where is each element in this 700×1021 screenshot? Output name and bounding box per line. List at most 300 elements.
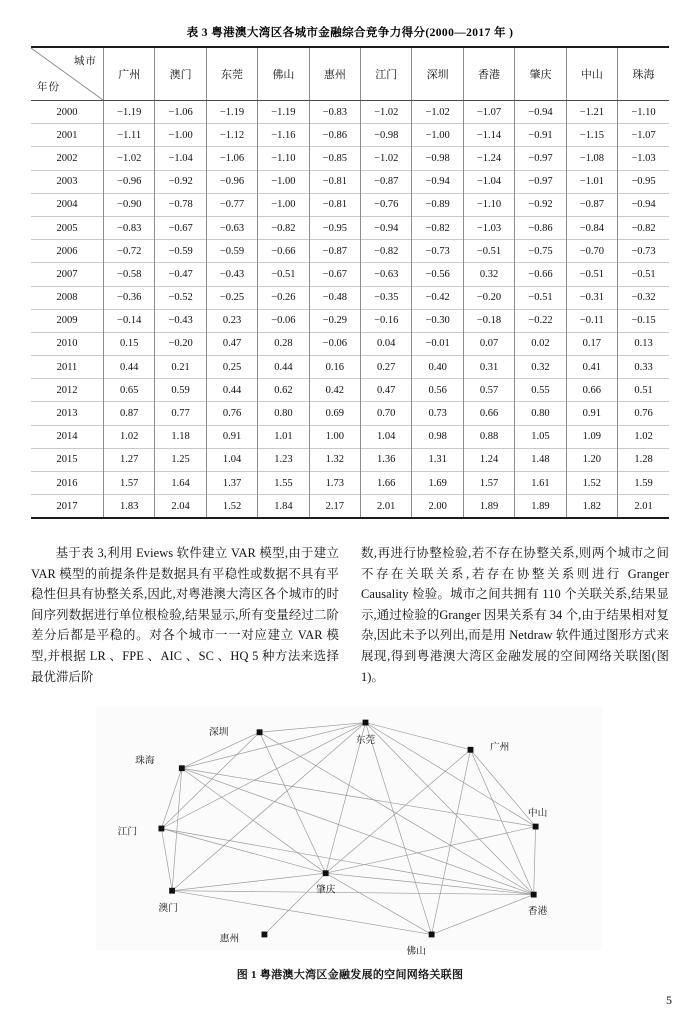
cell-score: 1.01 <box>258 425 309 448</box>
network-edge <box>366 723 536 827</box>
cell-score: 0.62 <box>258 379 309 402</box>
cell-score: 0.44 <box>206 379 257 402</box>
cell-score: −1.21 <box>566 101 617 124</box>
cell-score: −0.73 <box>618 240 669 263</box>
network-node-dongguan[interactable] <box>356 720 376 746</box>
network-node-hongkong[interactable] <box>528 892 548 917</box>
cell-score: 2.00 <box>412 495 463 519</box>
cell-score: −0.67 <box>155 216 206 239</box>
table-row <box>31 193 669 216</box>
cell-score: 1.20 <box>566 448 617 471</box>
cell-score: 1.57 <box>463 472 514 495</box>
cell-year: 2004 <box>31 193 104 216</box>
body-column-right <box>361 543 669 687</box>
cell-score: 1.04 <box>206 448 257 471</box>
cell-year: 2007 <box>31 263 104 286</box>
cell-score: 1.32 <box>309 448 360 471</box>
node-marker-icon <box>531 892 537 898</box>
cell-score: −1.19 <box>104 101 155 124</box>
cell-score: −0.72 <box>104 240 155 263</box>
node-label: 东莞 <box>355 734 376 746</box>
network-edge <box>172 768 182 890</box>
cell-score: 1.89 <box>463 495 514 519</box>
network-edge <box>161 829 325 874</box>
cell-score: −0.35 <box>361 286 412 309</box>
cell-score: −0.78 <box>155 193 206 216</box>
cell-score: −1.03 <box>618 147 669 170</box>
cell-score: 1.00 <box>309 425 360 448</box>
node-marker-icon <box>158 826 164 832</box>
cell-score: −0.43 <box>206 263 257 286</box>
cell-score: 0.47 <box>361 379 412 402</box>
cell-score: 1.57 <box>104 472 155 495</box>
cell-score: −1.04 <box>155 147 206 170</box>
column-header-jiangmen: 江门 <box>361 47 412 101</box>
cell-score: −1.07 <box>618 124 669 147</box>
cell-score: −0.92 <box>515 193 566 216</box>
table-row <box>31 170 669 193</box>
table-row <box>31 332 669 355</box>
body-text <box>31 543 669 687</box>
cell-score: 0.91 <box>206 425 257 448</box>
table-corner-header <box>31 47 104 101</box>
cell-score: −0.22 <box>515 309 566 332</box>
cell-score: −0.59 <box>206 240 257 263</box>
table-body <box>31 101 669 519</box>
node-marker-icon <box>262 932 268 938</box>
cell-score: −0.87 <box>361 170 412 193</box>
cell-year: 2005 <box>31 216 104 239</box>
cell-score: 0.91 <box>566 402 617 425</box>
cell-score: 0.66 <box>463 402 514 425</box>
cell-score: 1.31 <box>412 448 463 471</box>
cell-score: −1.07 <box>463 101 514 124</box>
cell-score: −0.76 <box>361 193 412 216</box>
cell-score: 0.13 <box>618 332 669 355</box>
cell-year: 2014 <box>31 425 104 448</box>
cell-score: 1.18 <box>155 425 206 448</box>
network-edge <box>182 768 326 873</box>
cell-score: −1.10 <box>258 147 309 170</box>
cell-score: 1.28 <box>618 448 669 471</box>
cell-score: 0.80 <box>515 402 566 425</box>
network-node-zhuhai[interactable] <box>135 753 185 771</box>
cell-score: −0.91 <box>515 124 566 147</box>
network-edge <box>471 750 534 895</box>
cell-score: 1.83 <box>104 495 155 519</box>
cell-year: 2002 <box>31 147 104 170</box>
cell-score: −0.58 <box>104 263 155 286</box>
cell-score: 0.44 <box>104 356 155 379</box>
cell-score: 0.28 <box>258 332 309 355</box>
cell-score: −0.18 <box>463 309 514 332</box>
cell-score: 0.07 <box>463 332 514 355</box>
cell-score: −0.77 <box>206 193 257 216</box>
cell-score: 0.17 <box>566 332 617 355</box>
cell-score: −0.06 <box>309 332 360 355</box>
corner-row-label: 年份 <box>37 82 60 93</box>
cell-score: 0.42 <box>309 379 360 402</box>
cell-score: −0.56 <box>412 263 463 286</box>
cell-score: −0.96 <box>104 170 155 193</box>
cell-score: −1.11 <box>104 124 155 147</box>
cell-score: 0.55 <box>515 379 566 402</box>
table-row <box>31 472 669 495</box>
cell-score: −0.52 <box>155 286 206 309</box>
network-node-shenzhen[interactable] <box>209 725 262 738</box>
cell-score: 1.23 <box>258 448 309 471</box>
cell-score: −0.82 <box>361 240 412 263</box>
cell-score: −0.66 <box>258 240 309 263</box>
network-edge <box>471 750 536 827</box>
node-label: 珠海 <box>135 755 155 767</box>
network-edge <box>534 827 536 895</box>
cell-score: 0.41 <box>566 356 617 379</box>
cell-score: −0.16 <box>361 309 412 332</box>
cell-score: 0.02 <box>515 332 566 355</box>
cell-score: 1.25 <box>155 448 206 471</box>
cell-score: −0.20 <box>463 286 514 309</box>
cell-year: 2012 <box>31 379 104 402</box>
cell-score: 1.66 <box>361 472 412 495</box>
cell-score: −1.06 <box>155 101 206 124</box>
cell-score: −1.14 <box>463 124 514 147</box>
node-label: 澳门 <box>158 903 178 915</box>
cell-score: −1.10 <box>618 101 669 124</box>
table-row <box>31 402 669 425</box>
cell-score: −0.83 <box>104 216 155 239</box>
cell-score: 1.02 <box>104 425 155 448</box>
cell-score: −0.15 <box>618 309 669 332</box>
cell-score: −0.84 <box>566 216 617 239</box>
cell-score: 0.32 <box>463 263 514 286</box>
cell-score: 0.31 <box>463 356 514 379</box>
network-node-foshan[interactable] <box>406 932 434 957</box>
cell-score: −0.32 <box>618 286 669 309</box>
cell-score: 0.51 <box>618 379 669 402</box>
cell-score: −0.94 <box>412 170 463 193</box>
node-marker-icon <box>257 729 263 735</box>
page-number: 5 <box>666 993 672 1007</box>
cell-score: 1.55 <box>258 472 309 495</box>
cell-score: −0.97 <box>515 147 566 170</box>
cell-score: −1.03 <box>463 216 514 239</box>
node-marker-icon <box>179 765 185 771</box>
cell-score: 2.01 <box>361 495 412 519</box>
cell-score: 1.36 <box>361 448 412 471</box>
paragraph-right: 数,再进行协整检验,若不存在协整关系,则两个城市之间不存在关联关系,若存在协整关系则进行 Granger Causality 检验。城市之间共拥有 110 个关联关系,结果显示,通过检验的Granger 因果关系有 34 个,由于结果相对复杂,因此未予以列出,而是用 Netdraw 软件通过图形方式来展现,得到粤港澳大湾区金融发展的空间网络关联图(图 1)。 <box>361 546 669 684</box>
cell-score: 1.82 <box>566 495 617 519</box>
cell-score: 1.89 <box>515 495 566 519</box>
network-node-macau[interactable] <box>158 888 177 914</box>
cell-score: −0.06 <box>258 309 309 332</box>
cell-score: −0.82 <box>618 216 669 239</box>
cell-score: 0.76 <box>618 402 669 425</box>
network-node-jiangmen[interactable] <box>118 824 165 837</box>
cell-year: 2010 <box>31 332 104 355</box>
cell-score: −0.51 <box>566 263 617 286</box>
column-header-shenzhen: 深圳 <box>412 47 463 101</box>
cell-score: 0.56 <box>412 379 463 402</box>
table-row <box>31 356 669 379</box>
cell-score: 0.70 <box>361 402 412 425</box>
cell-score: −0.20 <box>155 332 206 355</box>
cell-score: −1.02 <box>361 101 412 124</box>
cell-score: −0.86 <box>515 216 566 239</box>
cell-score: −1.00 <box>412 124 463 147</box>
cell-score: 0.69 <box>309 402 360 425</box>
network-node-guangzhou[interactable] <box>468 740 510 753</box>
cell-score: 1.04 <box>361 425 412 448</box>
column-header-huizhou: 惠州 <box>309 47 360 101</box>
cell-score: 0.15 <box>104 332 155 355</box>
cell-score: −0.96 <box>206 170 257 193</box>
node-marker-icon <box>533 824 539 830</box>
cell-score: −0.81 <box>309 170 360 193</box>
cell-score: −0.95 <box>309 216 360 239</box>
cell-score: 0.04 <box>361 332 412 355</box>
cell-score: −0.98 <box>412 147 463 170</box>
node-label: 惠州 <box>219 933 240 945</box>
financial-competitiveness-table <box>31 46 669 519</box>
cell-score: −0.66 <box>515 263 566 286</box>
cell-score: 1.02 <box>618 425 669 448</box>
cell-score: −0.30 <box>412 309 463 332</box>
cell-score: 0.57 <box>463 379 514 402</box>
cell-score: −1.12 <box>206 124 257 147</box>
cell-score: 1.52 <box>206 495 257 519</box>
cell-score: 1.37 <box>206 472 257 495</box>
table-header-row <box>31 47 669 101</box>
cell-score: 0.16 <box>309 356 360 379</box>
column-header-macau: 澳门 <box>155 47 206 101</box>
cell-score: 0.80 <box>258 402 309 425</box>
cell-score: −1.01 <box>566 170 617 193</box>
cell-score: −0.82 <box>412 216 463 239</box>
cell-score: −0.63 <box>206 216 257 239</box>
cell-score: −0.63 <box>361 263 412 286</box>
cell-score: −0.14 <box>104 309 155 332</box>
cell-score: 1.52 <box>566 472 617 495</box>
cell-score: −0.48 <box>309 286 360 309</box>
cell-score: −0.86 <box>309 124 360 147</box>
node-label: 江门 <box>117 826 138 838</box>
cell-score: −0.51 <box>515 286 566 309</box>
cell-score: −0.95 <box>618 170 669 193</box>
cell-score: 0.32 <box>515 356 566 379</box>
body-column-left <box>31 543 339 687</box>
table-row <box>31 124 669 147</box>
cell-score: −0.94 <box>618 193 669 216</box>
cell-score: −1.00 <box>258 170 309 193</box>
cell-score: 0.23 <box>206 309 257 332</box>
cell-score: −0.87 <box>566 193 617 216</box>
cell-score: 0.65 <box>104 379 155 402</box>
cell-score: 1.61 <box>515 472 566 495</box>
cell-score: −1.04 <box>463 170 514 193</box>
node-label: 香港 <box>527 906 548 918</box>
cell-score: −1.06 <box>206 147 257 170</box>
column-header-foshan: 佛山 <box>258 47 309 101</box>
node-marker-icon <box>429 932 435 938</box>
cell-score: 0.77 <box>155 402 206 425</box>
cell-score: 0.44 <box>258 356 309 379</box>
node-marker-icon <box>323 870 329 876</box>
cell-score: −0.98 <box>361 124 412 147</box>
network-edge <box>326 750 471 873</box>
cell-score: 0.25 <box>206 356 257 379</box>
network-edge <box>161 829 172 891</box>
network-edge <box>182 768 534 894</box>
table-row <box>31 216 669 239</box>
cell-score: −1.19 <box>206 101 257 124</box>
score-table-container <box>31 46 669 519</box>
cell-score: −0.81 <box>309 193 360 216</box>
cell-score: −0.42 <box>412 286 463 309</box>
cell-score: 0.59 <box>155 379 206 402</box>
node-marker-icon <box>363 720 369 726</box>
cell-score: 0.87 <box>104 402 155 425</box>
table-header <box>31 47 669 101</box>
cell-score: −0.25 <box>206 286 257 309</box>
cell-year: 2003 <box>31 170 104 193</box>
cell-year: 2015 <box>31 448 104 471</box>
cell-score: 0.76 <box>206 402 257 425</box>
cell-score: −0.70 <box>566 240 617 263</box>
cell-score: −0.82 <box>258 216 309 239</box>
paragraph-left: 基于表 3,利用 Eviews 软件建立 VAR 模型,由于建立 VAR 模型的前提条件是数据具有平稳性或数据不具有平稳性但具有协整关系,因此,对粤港澳大湾区各个城市的时间序列数据进行单位根检验,结果显示,所有变量经过二阶差分后都是平稳的。对各个城市一一对应建立 VAR 模型,并根据 LR 、FPE 、AIC 、SC 、HQ 5 种方法来选择最优滞后阶 <box>31 546 339 684</box>
cell-score: −1.02 <box>104 147 155 170</box>
cell-score: −1.00 <box>258 193 309 216</box>
network-edge <box>172 873 326 890</box>
node-marker-icon <box>468 747 474 753</box>
column-header-hongkong: 香港 <box>463 47 514 101</box>
cell-score: −0.85 <box>309 147 360 170</box>
node-label: 肇庆 <box>315 884 336 896</box>
cell-score: −0.29 <box>309 309 360 332</box>
cell-score: −0.94 <box>361 216 412 239</box>
cell-score: 0.33 <box>618 356 669 379</box>
cell-score: 0.21 <box>155 356 206 379</box>
cell-score: 0.98 <box>412 425 463 448</box>
cell-score: −0.87 <box>309 240 360 263</box>
cell-score: 2.04 <box>155 495 206 519</box>
cell-score: −1.19 <box>258 101 309 124</box>
cell-score: −1.10 <box>463 193 514 216</box>
cell-score: −0.36 <box>104 286 155 309</box>
table-row <box>31 240 669 263</box>
cell-score: 0.73 <box>412 402 463 425</box>
cell-year: 2013 <box>31 402 104 425</box>
cell-score: 0.27 <box>361 356 412 379</box>
cell-score: −1.24 <box>463 147 514 170</box>
node-label: 佛山 <box>406 945 426 957</box>
corner-column-label: 城市 <box>74 56 97 67</box>
column-header-zhuhai: 珠海 <box>618 47 669 101</box>
column-header-dongguan: 东莞 <box>206 47 257 101</box>
network-node-huizhou[interactable] <box>220 931 268 944</box>
network-edge <box>432 895 534 935</box>
cell-year: 2006 <box>31 240 104 263</box>
cell-score: −1.02 <box>412 101 463 124</box>
cell-score: −0.47 <box>155 263 206 286</box>
cell-score: 1.27 <box>104 448 155 471</box>
cell-score: 1.64 <box>155 472 206 495</box>
cell-score: −0.01 <box>412 332 463 355</box>
network-edge <box>172 891 534 895</box>
cell-score: −1.16 <box>258 124 309 147</box>
node-label: 中山 <box>527 807 548 819</box>
cell-year: 2001 <box>31 124 104 147</box>
cell-score: 1.05 <box>515 425 566 448</box>
node-label: 深圳 <box>209 727 229 739</box>
cell-year: 2008 <box>31 286 104 309</box>
node-marker-icon <box>169 888 175 894</box>
cell-score: 2.17 <box>309 495 360 519</box>
table-row <box>31 425 669 448</box>
network-edge <box>172 723 365 891</box>
cell-score: −1.00 <box>155 124 206 147</box>
edge-layer <box>161 723 535 935</box>
cell-score: −0.67 <box>309 263 360 286</box>
cell-score: 1.59 <box>618 472 669 495</box>
cell-score: 1.09 <box>566 425 617 448</box>
table-row <box>31 379 669 402</box>
table-row <box>31 263 669 286</box>
cell-score: −0.89 <box>412 193 463 216</box>
cell-score: −0.11 <box>566 309 617 332</box>
cell-score: −0.43 <box>155 309 206 332</box>
cell-score: 1.69 <box>412 472 463 495</box>
cell-year: 2011 <box>31 356 104 379</box>
table-row <box>31 448 669 471</box>
cell-score: 1.24 <box>463 448 514 471</box>
network-diagram-panel <box>96 707 602 957</box>
spatial-network-graph <box>96 707 602 957</box>
column-header-zhongshan: 中山 <box>566 47 617 101</box>
cell-score: 0.88 <box>463 425 514 448</box>
table-row <box>31 495 669 519</box>
table-row <box>31 101 669 124</box>
cell-year: 2000 <box>31 101 104 124</box>
table-row <box>31 147 669 170</box>
network-edge <box>366 723 471 750</box>
network-edge <box>264 873 325 934</box>
cell-score: −0.31 <box>566 286 617 309</box>
cell-score: −0.73 <box>412 240 463 263</box>
cell-score: −0.75 <box>515 240 566 263</box>
node-label: 广州 <box>489 741 510 753</box>
table-title: 表 3 粤港澳大湾区各城市金融综合竞争力得分(2000—2017 年 ) <box>186 27 514 39</box>
cell-score: −0.97 <box>515 170 566 193</box>
cell-score: −0.51 <box>618 263 669 286</box>
cell-score: −0.92 <box>155 170 206 193</box>
cell-score: −1.02 <box>361 147 412 170</box>
cell-year: 2017 <box>31 495 104 519</box>
cell-year: 2016 <box>31 472 104 495</box>
cell-score: −0.94 <box>515 101 566 124</box>
table-row <box>31 309 669 332</box>
column-header-zhaoqing: 肇庆 <box>515 47 566 101</box>
cell-score: −1.15 <box>566 124 617 147</box>
cell-score: 2.01 <box>618 495 669 519</box>
cell-score: −1.08 <box>566 147 617 170</box>
cell-score: 0.40 <box>412 356 463 379</box>
cell-score: 1.48 <box>515 448 566 471</box>
cell-score: −0.51 <box>463 240 514 263</box>
column-header-guangzhou: 广州 <box>104 47 155 101</box>
cell-score: 0.66 <box>566 379 617 402</box>
